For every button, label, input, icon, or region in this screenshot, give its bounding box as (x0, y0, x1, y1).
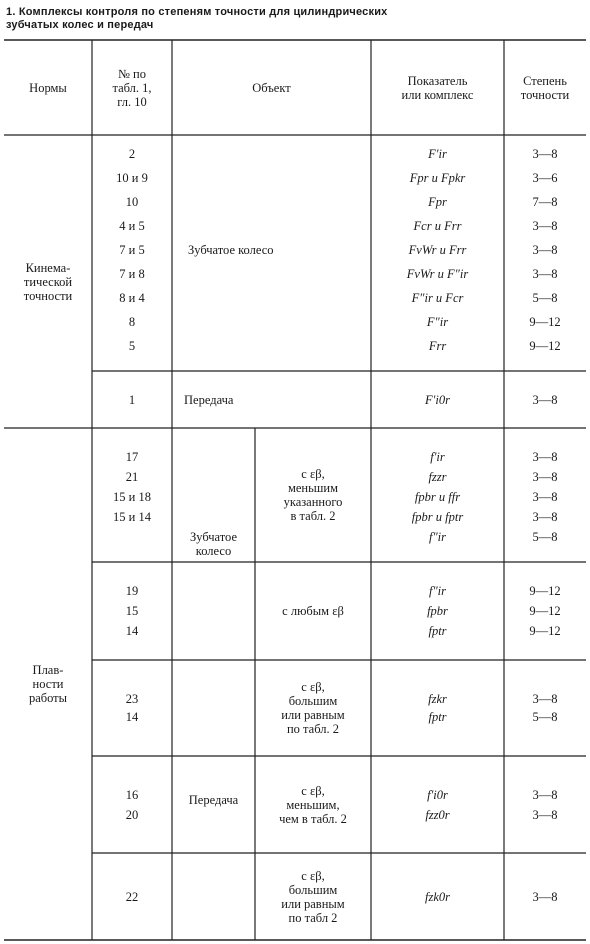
smoothness-row-degrees (504, 438, 586, 556)
smoothness-row-refs (92, 756, 172, 853)
ref-value: 10 и 9 (116, 171, 148, 185)
ref-value: 10 (125, 195, 139, 209)
indicator-value: f′ir (430, 450, 445, 464)
ref-value: 15 и 18 (113, 490, 151, 504)
smoothness-row-indicators (371, 562, 504, 660)
degree-value: 3—8 (532, 392, 558, 407)
smoothness-row-refs (92, 660, 172, 756)
smoothness-row-condition (255, 562, 371, 660)
degree-value: 3—8 (532, 450, 558, 464)
indicator-value: Frr (428, 339, 447, 353)
norm-kinematic (4, 135, 92, 428)
object-line: колесо (195, 544, 232, 558)
ref-value: 15 и 14 (113, 510, 151, 524)
indicator-value: fptr (428, 710, 447, 724)
condition-line: с любым εβ (282, 604, 344, 618)
indicator-value: F″ir (426, 315, 449, 329)
condition-line: по табл. 2 (286, 722, 339, 736)
ref-value: 20 (125, 807, 139, 822)
ref-value: 17 (125, 450, 139, 464)
degree-value: 9—12 (529, 604, 561, 618)
indicator-value: fpbr и fptr (411, 510, 464, 524)
condition-line: или равным (281, 708, 345, 722)
indicator-value: fptr (428, 624, 447, 638)
degree-value: 5—8 (532, 530, 558, 544)
condition-line: меньшим (287, 481, 339, 495)
ref-value: 22 (125, 889, 139, 904)
degree-value: 3—8 (532, 219, 558, 233)
degree-value: 5—8 (532, 291, 558, 305)
header-object (172, 40, 371, 135)
ref-value: 8 и 4 (119, 291, 145, 305)
indicator-value: fpbr (427, 604, 448, 618)
indicator-value: f′i0r (427, 787, 448, 802)
object-text: Передача (188, 793, 239, 807)
norm-line: Кинема- (25, 260, 71, 275)
kinematic-gear-indicators (371, 145, 504, 355)
header-object-text: Объект (252, 80, 291, 95)
condition-line: с εβ, (301, 680, 325, 694)
condition-line: в табл. 2 (290, 509, 336, 523)
ref-value: 7 и 5 (119, 243, 145, 257)
ref-value: 1 (128, 392, 136, 407)
degree-value: 3—8 (532, 889, 558, 904)
ref-value: 7 и 8 (119, 267, 145, 281)
ref-value: 15 (125, 604, 139, 618)
ref-value: 14 (125, 624, 139, 638)
condition-line: чем в табл. 2 (279, 811, 347, 826)
object-line: Зубчатое (190, 530, 237, 544)
indicator-value: F′i0r (425, 392, 450, 407)
ref-value: 16 (125, 787, 139, 802)
kinematic-gear-degrees (504, 145, 586, 355)
kinematic-gear-object (188, 230, 368, 270)
smoothness-row-refs (92, 853, 172, 940)
header-indicator-line: Показатель (407, 73, 468, 88)
degree-value: 3—8 (532, 147, 558, 161)
title-line: зубчатых колес и передач (6, 19, 154, 31)
condition-line: с εβ, (301, 783, 325, 798)
ref-value: 19 (125, 584, 139, 598)
degree-value: 3—8 (532, 267, 558, 281)
condition-line: меньшим, (286, 797, 340, 812)
degree-value: 3—8 (532, 807, 558, 822)
condition-line: или равным (281, 896, 345, 911)
indicator-value: fzk0r (425, 889, 450, 904)
indicator-value: F′ir (428, 147, 447, 161)
smoothness-row-degrees (504, 756, 586, 853)
indicator-value: fzz0r (425, 807, 450, 822)
degree-value: 9—12 (529, 584, 561, 598)
degree-value: 3—8 (532, 243, 558, 257)
condition-line: с εβ, (301, 868, 325, 883)
indicator-value: FvWr и F″ir (406, 267, 469, 281)
ref-value: 14 (125, 710, 139, 724)
smoothness-gear-label (172, 428, 255, 660)
ref-value: 5 (128, 339, 136, 353)
condition-line: большим (288, 694, 338, 708)
degree-value: 3—8 (532, 470, 558, 484)
smoothness-row-degrees (504, 562, 586, 660)
kinematic-gear-refs (92, 145, 172, 355)
degree-value: 5—8 (532, 710, 558, 724)
smoothness-row-indicators (371, 853, 504, 940)
condition-line: с εβ, (301, 467, 325, 481)
indicator-value: F″ir и Fcr (411, 291, 464, 305)
smoothness-transmission-label (172, 660, 255, 940)
smoothness-row-condition (255, 660, 371, 756)
smoothness-row-condition (255, 428, 371, 562)
degree-value: 3—8 (532, 510, 558, 524)
header-norms-text: Нормы (29, 80, 67, 95)
indicator-value: fzzr (428, 470, 447, 484)
ref-value: 8 (128, 315, 136, 329)
kinematic-transmission-indicator (371, 371, 504, 428)
degree-value: 9—12 (529, 315, 561, 329)
title-line: 1. Комплексы контроля по степеням точности для цилиндрических (6, 6, 388, 18)
smoothness-row-indicators (371, 756, 504, 853)
smoothness-row-degrees (504, 660, 586, 756)
degree-value: 3—8 (532, 787, 558, 802)
header-ref-line: № по (118, 66, 146, 81)
header-indicator-line: или комплекс (401, 87, 474, 102)
degree-value: 3—8 (532, 692, 558, 706)
norm-smoothness (4, 428, 92, 940)
indicator-value: Fpr и Fpkr (409, 171, 466, 185)
indicator-value: f″ir (428, 584, 447, 598)
header-degree (504, 40, 586, 135)
degree-value: 3—8 (532, 490, 558, 504)
norm-line: точности (23, 288, 73, 303)
norm-line: работы (28, 691, 68, 705)
smoothness-row-refs (92, 562, 172, 660)
header-ref-line: табл. 1, (112, 80, 152, 95)
header-degree-line: Степень (523, 73, 567, 88)
smoothness-row-indicators (371, 660, 504, 756)
ref-value: 2 (128, 147, 136, 161)
indicator-value: fzkr (428, 692, 447, 706)
kinematic-transmission-object (184, 371, 371, 428)
header-norms (4, 40, 92, 135)
header-indicator (371, 40, 504, 135)
smoothness-row-indicators (371, 438, 504, 556)
indicator-value: f″ir (428, 530, 447, 544)
degree-value: 9—12 (529, 624, 561, 638)
indicator-value: fpbr и ffr (414, 490, 461, 504)
header-ref-line: гл. 10 (117, 94, 147, 109)
ref-value: 23 (125, 692, 139, 706)
ref-value: 4 и 5 (119, 219, 145, 233)
degree-value: 7—8 (532, 195, 558, 209)
norm-line: ности (32, 677, 64, 691)
header-ref (92, 40, 172, 135)
smoothness-row-refs (92, 438, 172, 556)
degree-value: 3—6 (532, 171, 558, 185)
indicator-value: Fpr (428, 195, 447, 209)
ref-value: 21 (125, 470, 139, 484)
smoothness-row-degrees (504, 853, 586, 940)
object-text: Передача (184, 392, 234, 407)
smoothness-row-condition (255, 853, 371, 940)
norm-line: Плав- (32, 663, 64, 677)
degree-value: 9—12 (529, 339, 561, 353)
header-degree-line: точности (520, 87, 570, 102)
kinematic-transmission-ref (92, 371, 172, 428)
condition-line: указанного (283, 495, 343, 509)
condition-line: большим (288, 882, 338, 897)
norm-line: тической (23, 274, 73, 289)
object-text: Зубчатое колесо (188, 243, 274, 257)
condition-line: по табл 2 (288, 910, 338, 925)
smoothness-row-condition (255, 756, 371, 853)
indicator-value: Fcr и Frr (413, 219, 462, 233)
indicator-value: FvWr и Frr (408, 243, 467, 257)
kinematic-transmission-degree (504, 371, 586, 428)
